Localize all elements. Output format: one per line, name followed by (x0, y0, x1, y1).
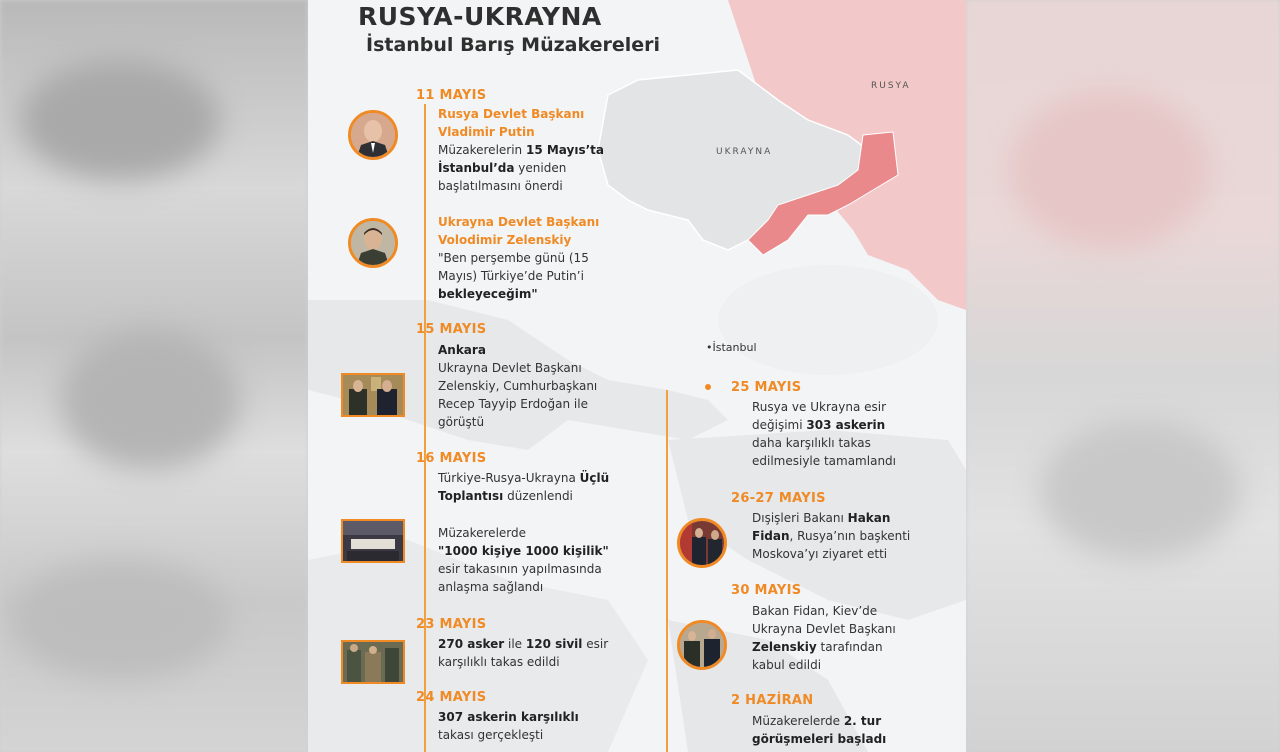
event-text (438, 341, 597, 431)
text-bold: Üçlü (579, 471, 610, 485)
text-line: kabul edildi (752, 658, 822, 672)
text-part: tarafından (816, 640, 883, 654)
background-shape (1010, 90, 1210, 250)
text-part: değişimi (752, 418, 807, 432)
event-text (438, 708, 579, 744)
text-line: karşılıklı takas edildi (438, 655, 560, 669)
quote-line: Mayıs) Türkiye’de Putin’i (438, 269, 584, 283)
text-line: Rusya ve Ukrayna esir (752, 400, 887, 414)
event-date: 15 MAYIS (416, 322, 487, 337)
event-text (438, 213, 599, 303)
event-text (438, 105, 604, 195)
text-part: ile (504, 637, 526, 651)
person-title: Rusya Devlet Başkanı (438, 107, 585, 121)
background-shape (1040, 420, 1240, 560)
text-line: Zelenskiy, Cumhurbaşkanı (438, 379, 598, 393)
event-date: 24 MAYIS (416, 690, 487, 705)
text-line: Ukrayna Devlet Başkanı (438, 361, 582, 375)
text-part: esir (582, 637, 609, 651)
event-text (438, 635, 608, 671)
text-line: Recep Tayyip Erdoğan ile (438, 397, 588, 411)
event-date: 25 MAYIS (731, 380, 802, 395)
text-line: Ukrayna Devlet Başkanı (752, 622, 896, 636)
text-line: Müzakerelerde (438, 526, 527, 540)
text-bold: Hakan (847, 511, 891, 525)
prisoner-exchange-photo (341, 640, 405, 684)
event-text (752, 509, 910, 563)
text-part: Dışişleri Bakanı (752, 511, 848, 525)
event-text (752, 398, 896, 470)
text-part: Müzakerelerin (438, 143, 526, 157)
zelenskiy-photo (348, 218, 398, 268)
quote-line: "Ben perşembe günü (15 (438, 251, 589, 265)
text-bold: Fidan (752, 529, 790, 543)
map-label-ukraine: UKRAYNA (716, 147, 773, 157)
infographic-card (308, 0, 966, 752)
text-bold: "1000 kişiye 1000 kişilik" (438, 544, 609, 558)
text-line (438, 141, 604, 159)
istanbul-label-text: İstanbul (712, 341, 757, 354)
event-text (752, 712, 886, 748)
event-date: 11 MAYIS (416, 88, 487, 103)
text-part: Türkiye-Rusya-Ukrayna (438, 471, 580, 485)
text-line: anlaşma sağlandı (438, 580, 544, 594)
event-date: 26-27 MAYIS (731, 491, 826, 506)
page-subtitle: İstanbul Barış Müzakereleri (366, 34, 661, 56)
text-bold: 270 asker (438, 637, 505, 651)
meeting-photo (341, 373, 405, 417)
quote-line: bekleyeceğim" (438, 287, 538, 301)
text-line: Bakan Fidan, Kiev’de (752, 604, 878, 618)
text-part: düzenlendi (503, 489, 573, 503)
text-line (438, 159, 604, 177)
event-date: 2 HAZİRAN (731, 693, 814, 708)
timeline-dot (705, 384, 711, 390)
background-shape (60, 330, 240, 470)
text-bold: Toplantısı (438, 489, 504, 503)
text-line: görüştü (438, 415, 485, 429)
text-bold: 120 sivil (525, 637, 583, 651)
page-title: RUSYA-UKRAYNA (358, 2, 602, 31)
event-date: 30 MAYIS (731, 583, 802, 598)
text-bold: Zelenskiy (752, 640, 817, 654)
conference-photo (341, 519, 405, 563)
text-line: daha karşılıklı takas (752, 436, 871, 450)
location-label: Ankara (438, 343, 486, 357)
text-bold: 2. tur (843, 714, 882, 728)
text-bold: 307 askerin karşılıklı (438, 710, 579, 724)
text-line: Moskova’yı ziyaret etti (752, 547, 888, 561)
event-text (438, 469, 609, 505)
map-label-istanbul: •İstanbul (706, 341, 757, 354)
text-part: Müzakerelerde (752, 714, 844, 728)
text-line: başlatılmasını önerdi (438, 179, 563, 193)
text-bold: İstanbul’da (438, 161, 515, 175)
text-part: , Rusya’nın başkenti (789, 529, 911, 543)
text-line: edilmesiyle tamamlandı (752, 454, 896, 468)
event-date: 23 MAYIS (416, 617, 487, 632)
text-line: takası gerçekleşti (438, 728, 544, 742)
fidan-kiev-photo (677, 620, 727, 670)
text-bold: görüşmeleri başladı (752, 732, 887, 746)
text-bold: 303 askerin (806, 418, 886, 432)
person-name: Volodimir Zelenskiy (438, 233, 572, 247)
person-name: Vladimir Putin (438, 125, 535, 139)
fidan-moscow-photo (677, 518, 727, 568)
text-bold: 15 Mayıs’ta (525, 143, 605, 157)
event-text (438, 524, 609, 596)
putin-photo (348, 110, 398, 160)
person-title: Ukrayna Devlet Başkanı (438, 215, 600, 229)
text-line: esir takasının yapılmasında (438, 562, 602, 576)
event-text (752, 602, 896, 674)
black-sea (718, 265, 938, 375)
event-date: 16 MAYIS (416, 451, 487, 466)
background-shape (10, 560, 230, 680)
map-label-russia: RUSYA (871, 81, 911, 91)
timeline-line-right (666, 390, 668, 752)
timeline-line-left (424, 104, 426, 752)
text-part: yeniden (514, 161, 567, 175)
background-shape (20, 60, 220, 180)
